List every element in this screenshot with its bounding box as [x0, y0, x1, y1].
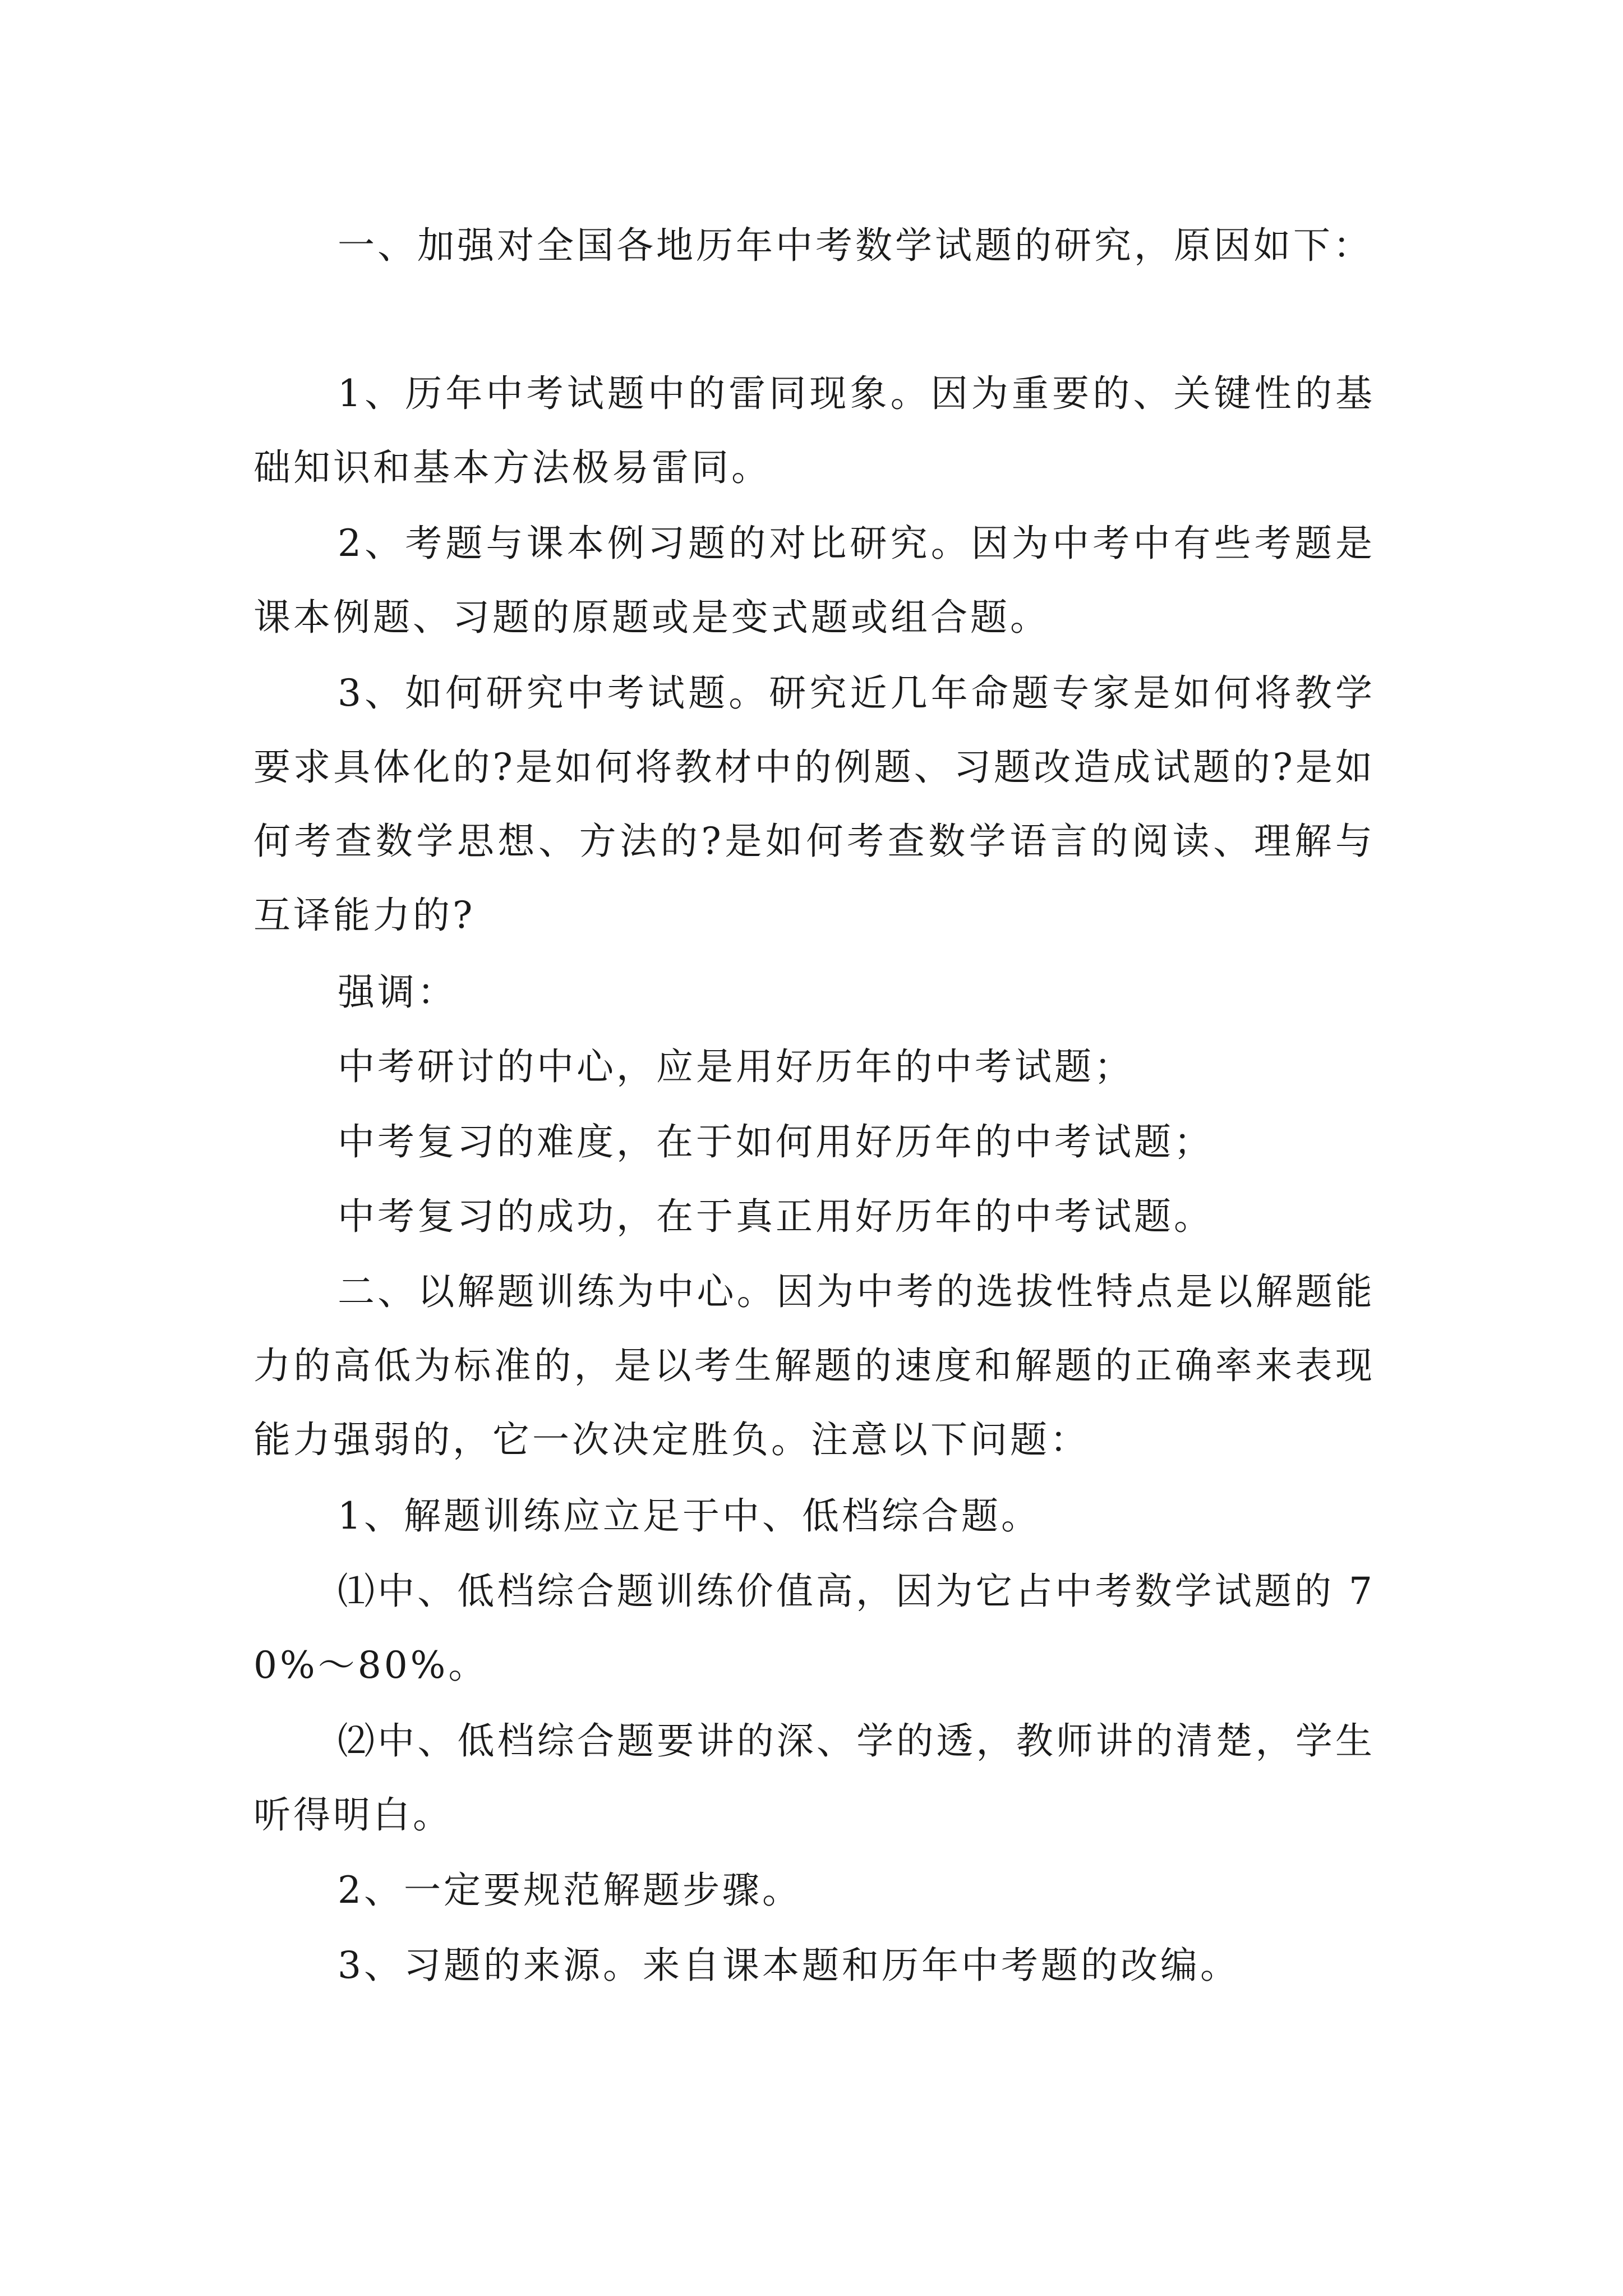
paragraph-subpoint-2: ⑵中、低档综合题要讲的深、学的透，教师讲的清楚，学生听得明白。 — [253, 1719, 1375, 1837]
paragraph-emphasis-line-2: 中考复习的难度，在于如何用好历年的中考试题； — [338, 1120, 1214, 1163]
document-page — [253, 0, 1375, 2296]
paragraph-section-2-point-3: 3、习题的来源。来自课本题和历年中考题的改编。 — [338, 1944, 1240, 1987]
paragraph-point-3: 3、如何研究中考试题。研究近几年命题专家是如何将教学要求具体化的?是如何将教材中的例题、习题改造成试题的?是如何考查数学思想、方法的?是如何考查数学语言的阅读、理解与互译能力的? — [253, 671, 1375, 937]
paragraph-section-2-point-1: 1、解题训练应立足于中、低档综合题。 — [338, 1494, 1041, 1538]
paragraph-emphasis-label: 强调： — [338, 970, 457, 1014]
paragraph-subpoint-1: ⑴中、低档综合题训练价值高，因为它占中考数学试题的 70%～80%。 — [253, 1570, 1375, 1687]
paragraph-section-2-point-2: 2、一定要规范解题步骤。 — [338, 1869, 802, 1912]
paragraph-section-2-heading: 二、以解题训练为中心。因为中考的选拔性特点是以解题能力的高低为标准的，是以考生解题的速度和解题的正确率来表现能力强弱的，它一次决定胜负。注意以下问题： — [253, 1270, 1375, 1461]
paragraph-section-1-heading: 一、加强对全国各地历年中考数学试题的研究，原因如下： — [338, 224, 1373, 267]
paragraph-point-2: 2、考题与课本例习题的对比研究。因为中考中有些考题是课本例题、习题的原题或是变式题或组合题。 — [253, 522, 1375, 639]
paragraph-point-1: 1、历年中考试题中的雷同现象。因为重要的、关键性的基础知识和基本方法极易雷同。 — [253, 372, 1375, 489]
paragraph-emphasis-line-1: 中考研讨的中心，应是用好历年的中考试题； — [338, 1045, 1134, 1088]
paragraph-emphasis-line-3: 中考复习的成功，在于真正用好历年的中考试题。 — [338, 1195, 1214, 1238]
